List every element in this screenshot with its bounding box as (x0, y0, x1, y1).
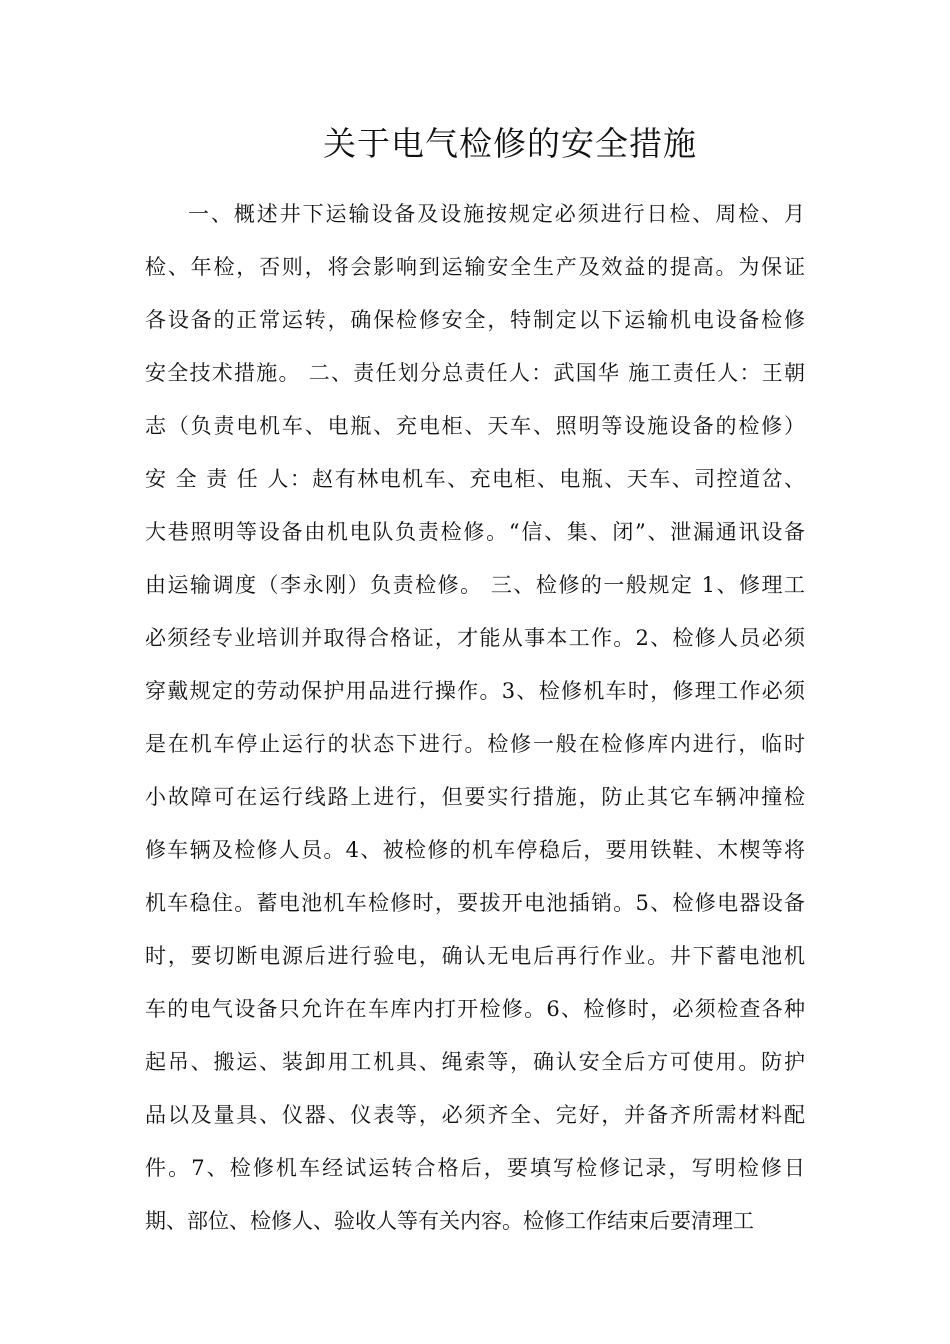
body-line: 大巷照明等设备由机电队负责检修。“信、集、闭”、泄漏通讯设备 (145, 520, 805, 544)
body-line: 各设备的正常运转，确保检修安全，特制定以下运输机电设备检修 (145, 308, 805, 332)
document-title: 关于电气检修的安全措施 (323, 124, 697, 163)
body-line: 小故障可在运行线路上进行，但要实行措施，防止其它车辆冲撞检 (145, 785, 805, 809)
body-line: 一、概述井下运输设备及设施按规定必须进行日检、周检、月 (188, 202, 805, 226)
body-line: 件。7、检修机车经试运转合格后，要填写检修记录，写明检修日 (145, 1156, 805, 1180)
body-line: 必须经专业培训并取得合格证，才能从事本工作。2、检修人员必须 (145, 626, 805, 650)
body-line: 穿戴规定的劳动保护用品进行操作。3、检修机车时，修理工作必须 (145, 679, 805, 703)
body-line: 检、年检，否则，将会影响到运输安全生产及效益的提高。为保证 (145, 255, 805, 279)
body-line: 车的电气设备只允许在车库内打开检修。6、检修时，必须检查各种 (145, 997, 805, 1021)
body-line: 安 全 责 任 人：赵有林电机车、充电柜、电瓶、天车、司控道岔、 (145, 467, 805, 491)
body-line: 安全技术措施。 二、责任划分总责任人：武国华 施工责任人：王朝 (145, 361, 805, 385)
body-line: 时，要切断电源后进行验电，确认无电后再行作业。井下蓄电池机 (145, 944, 805, 968)
body-line: 期、部位、检修人、验收人等有关内容。检修工作结束后要清理工 (145, 1209, 754, 1233)
body-line: 志（负责电机车、电瓶、充电柜、天车、照明等设施设备的检修） (145, 414, 805, 438)
body-line: 机车稳住。蓄电池机车检修时，要拔开电池插销。5、检修电器设备 (145, 891, 805, 915)
body-line: 品以及量具、仪器、仪表等，必须齐全、完好，并备齐所需材料配 (145, 1103, 805, 1127)
body-line: 是在机车停止运行的状态下进行。检修一般在检修库内进行，临时 (145, 732, 805, 756)
document-body (145, 188, 805, 1248)
body-line: 由运输调度（李永刚）负责检修。 三、检修的一般规定 1、修理工 (145, 573, 805, 597)
body-line: 修车辆及检修人员。4、被检修的机车停稳后，要用铁鞋、木楔等将 (145, 838, 805, 862)
body-line: 起吊、搬运、装卸用工机具、绳索等，确认安全后方可使用。防护 (145, 1050, 805, 1074)
